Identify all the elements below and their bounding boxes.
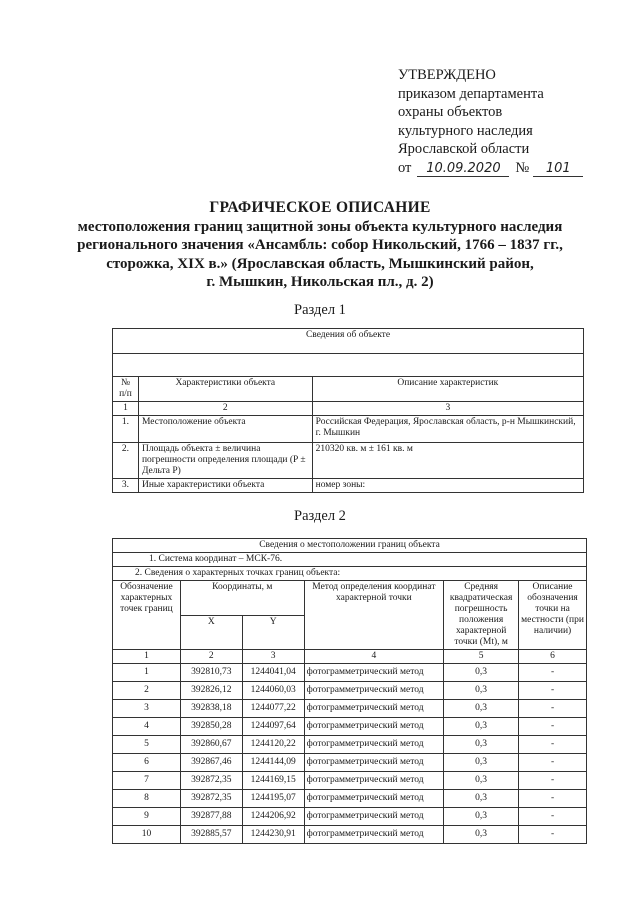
coord-y: 1244195,07 (242, 790, 304, 808)
point-number: 9 (113, 808, 181, 826)
colnum: 3 (242, 650, 304, 664)
method: фотограмметрический метод (304, 826, 444, 844)
colnum: 1 (113, 650, 181, 664)
table-row (113, 664, 587, 682)
table-row (113, 443, 584, 479)
coord-x: 392826,12 (180, 682, 242, 700)
method: фотограмметрический метод (304, 736, 444, 754)
row-desc: 210320 кв. м ± 161 кв. м (312, 443, 583, 479)
point-desc: - (519, 790, 587, 808)
header-desc: Описание обозначения точки на местности (при наличии) (519, 581, 587, 650)
coord-x: 392872,35 (180, 790, 242, 808)
approval-stamp (398, 66, 583, 177)
coord-y: 1244041,04 (242, 664, 304, 682)
point-desc: - (519, 754, 587, 772)
coord-x: 392860,67 (180, 736, 242, 754)
number-prefix: № (515, 159, 530, 176)
approval-line: культурного наследия (398, 122, 533, 139)
table-row (113, 790, 587, 808)
coordinate-system: 1. Система координат – МСК-76. (113, 553, 587, 567)
table-title: Сведения о местоположении границ объекта (113, 539, 587, 553)
approval-line: Ярославской области (398, 141, 530, 157)
colnum: 2 (180, 650, 242, 664)
error: 0,3 (444, 754, 519, 772)
table-row (113, 682, 587, 700)
point-number: 2 (113, 682, 181, 700)
point-number: 5 (113, 736, 181, 754)
approval-heading: УТВЕРЖДЕНО (398, 67, 496, 83)
point-desc: - (519, 808, 587, 826)
point-desc: - (519, 700, 587, 718)
header-x: X (180, 615, 242, 650)
point-desc: - (519, 682, 587, 700)
error: 0,3 (444, 700, 519, 718)
table-row (113, 808, 587, 826)
row-num: 3. (113, 479, 139, 493)
row-desc: номер зоны: (312, 479, 583, 493)
row-char: Местоположение объекта (138, 416, 312, 443)
row-char: Иные характеристики объекта (138, 479, 312, 493)
coord-y: 1244060,03 (242, 682, 304, 700)
table-row (113, 826, 587, 844)
coord-x: 392872,35 (180, 772, 242, 790)
point-number: 8 (113, 790, 181, 808)
header-point: Обозначение характерных точек границ (113, 581, 181, 650)
table-row (113, 479, 584, 493)
error: 0,3 (444, 718, 519, 736)
error: 0,3 (444, 664, 519, 682)
method: фотограмметрический метод (304, 808, 444, 826)
table-row (113, 772, 587, 790)
error: 0,3 (444, 808, 519, 826)
coord-x: 392810,73 (180, 664, 242, 682)
point-number: 3 (113, 700, 181, 718)
approval-date-line (398, 159, 583, 178)
date-prefix: от (398, 159, 412, 176)
point-number: 6 (113, 754, 181, 772)
point-desc: - (519, 718, 587, 736)
title-line: г. Мышкин, Никольская пл., д. 2) (206, 274, 434, 290)
section1-heading: Раздел 1 (294, 302, 346, 318)
method: фотограмметрический метод (304, 700, 444, 718)
point-desc: - (519, 664, 587, 682)
header-num: № п/п (113, 377, 139, 402)
row-num: 2. (113, 443, 139, 479)
handwritten-date: 10.09.2020 (417, 161, 509, 177)
point-desc: - (519, 736, 587, 754)
coord-x: 392867,46 (180, 754, 242, 772)
method: фотограмметрический метод (304, 754, 444, 772)
table-row (113, 416, 584, 443)
coord-y: 1244230,91 (242, 826, 304, 844)
row-num: 1. (113, 416, 139, 443)
approval-line: охраны объектов (398, 104, 503, 120)
error: 0,3 (444, 736, 519, 754)
handwritten-number: 101 (533, 161, 583, 177)
approval-line: приказом департамента (398, 85, 544, 102)
header-y: Y (242, 615, 304, 650)
table-title: Сведения об объекте (113, 329, 584, 354)
coord-y: 1244097,64 (242, 718, 304, 736)
colnum: 6 (519, 650, 587, 664)
spacer-row (113, 354, 584, 377)
point-number: 10 (113, 826, 181, 844)
coord-y: 1244144,09 (242, 754, 304, 772)
coord-x: 392850,28 (180, 718, 242, 736)
header-desc: Описание характеристик (312, 377, 583, 402)
colnum: 4 (304, 650, 444, 664)
title-main: ГРАФИЧЕСКОЕ ОПИСАНИЕ (209, 199, 431, 216)
point-desc: - (519, 826, 587, 844)
error: 0,3 (444, 772, 519, 790)
header-method: Метод определения координат характерной точки (304, 581, 444, 650)
point-desc: - (519, 772, 587, 790)
header-error: Средняя квадратическая погрешность положения характерной точки (Mt), м (444, 581, 519, 650)
point-number: 4 (113, 718, 181, 736)
coord-x: 392885,57 (180, 826, 242, 844)
error: 0,3 (444, 790, 519, 808)
point-number: 1 (113, 664, 181, 682)
coord-x: 392838,18 (180, 700, 242, 718)
method: фотограмметрический метод (304, 718, 444, 736)
points-caption: 2. Сведения о характерных точках границ объекта: (113, 567, 587, 581)
method: фотограмметрический метод (304, 682, 444, 700)
row-desc: Российская Федерация, Ярославская область, р-н Мышкинский, г. Мышкин (312, 416, 583, 443)
coord-y: 1244077,22 (242, 700, 304, 718)
object-info-table (112, 328, 584, 493)
header-char: Характеристики объекта (138, 377, 312, 402)
section2-heading: Раздел 2 (294, 508, 346, 524)
table-row (113, 736, 587, 754)
colnum: 1 (113, 402, 139, 416)
header-coords: Координаты, м (180, 581, 304, 616)
method: фотограмметрический метод (304, 664, 444, 682)
point-number: 7 (113, 772, 181, 790)
document-title (0, 199, 640, 292)
coord-x: 392877,88 (180, 808, 242, 826)
colnum: 5 (444, 650, 519, 664)
table-row (113, 700, 587, 718)
title-line: регионального значения «Ансамбль: собор Никольский, 1766 – 1837 гг., (77, 237, 563, 253)
colnum: 2 (138, 402, 312, 416)
title-line: местоположения границ защитной зоны объекта культурного наследия (77, 218, 563, 235)
boundary-points-table (112, 538, 587, 844)
colnum: 3 (312, 402, 583, 416)
method: фотограмметрический метод (304, 790, 444, 808)
table-row (113, 754, 587, 772)
table-row (113, 718, 587, 736)
error: 0,3 (444, 826, 519, 844)
title-line: сторожка, XIX в.» (Ярославская область, Мышкинский район, (106, 255, 534, 272)
row-char: Площадь объекта ± величина погрешности определения площади (P ± Дельта P) (138, 443, 312, 479)
error: 0,3 (444, 682, 519, 700)
method: фотограмметрический метод (304, 772, 444, 790)
coord-y: 1244169,15 (242, 772, 304, 790)
coord-y: 1244120,22 (242, 736, 304, 754)
coord-y: 1244206,92 (242, 808, 304, 826)
